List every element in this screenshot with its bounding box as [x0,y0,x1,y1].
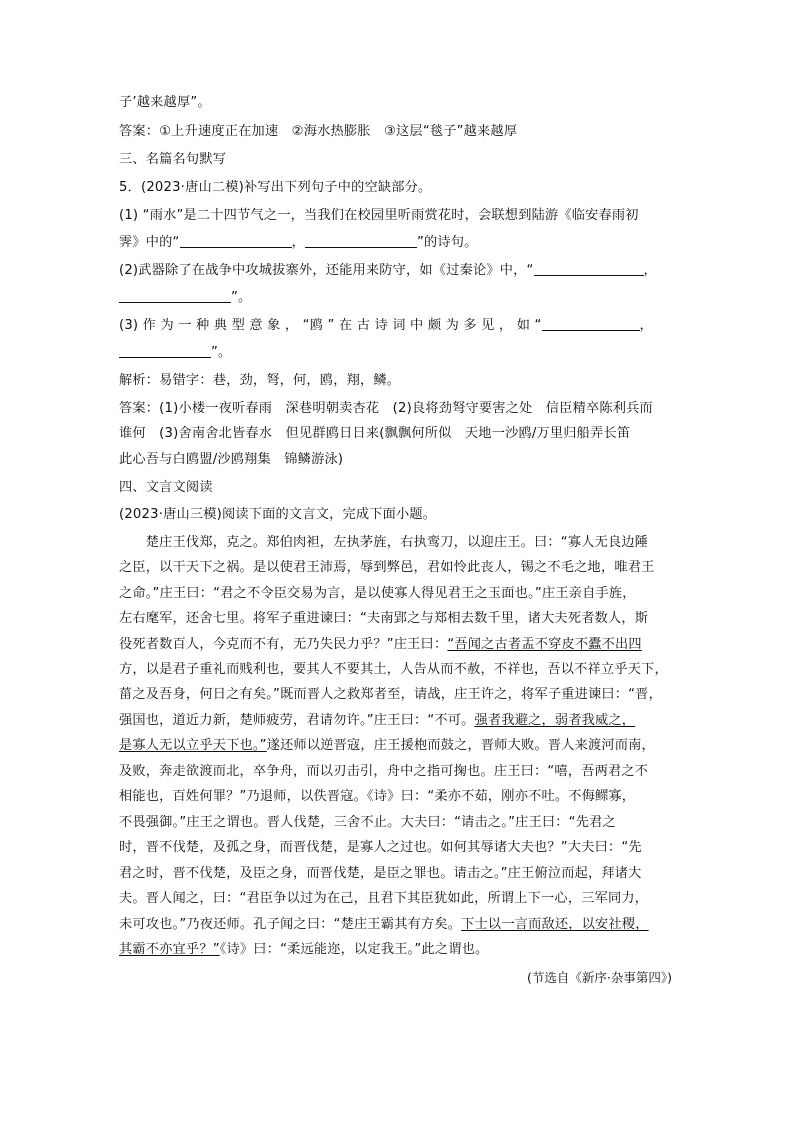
text-segment: ， [643,263,657,278]
passage-line [119,738,655,754]
passage-line: 之臣，以干天下之祸。是以使君王沛焉，辱到弊邑，君如怜此丧人，锡之不毛之地，唯君王 [119,560,655,575]
underlined-sentence: 强者我避之，弱者我威之， [474,713,636,728]
analysis-line: 解析：易错字：巷，劲，弩，何，鸥，翔，鳞。 [119,373,401,388]
underlined-sentence: “吾闻之古者盂不穿皮不蠹不出四 [447,637,642,652]
text-segment: 役死者数百人，今克而不有，无乃失民力乎？”庄王曰： [119,637,448,652]
text-segment: ， [639,318,653,333]
passage-line: 楚庄王伐郑，克之。郑伯肉袒，左执茅旌，右执鸾刀，以迎庄王。曰：“寡人无良边陲 [119,535,649,550]
text-segment: ”。 [211,345,232,360]
passage-line [119,942,488,958]
underlined-sentence: 其霸不亦宜乎？” [119,942,220,957]
underlined-sentence: 是寡人无以立乎天下也。” [119,738,267,753]
answer-blank [542,318,640,331]
text-segment: ”的诗句。 [416,235,478,250]
passage-line: 之命。”庄王曰：“君之不令臣交易为言，是以使寡人得见君王之玉面也。”庄王亲自手旌， [119,586,636,601]
passage-line: 相能也，百姓何罪？”乃退师，以佚晋寇。《诗》曰：“柔亦不茹，刚亦不吐。不侮鳏寡， [119,789,636,804]
passage-line: 菑之及吾身，何日之有矣。”既而晋人之救郑者至，请战，庄王许之，将军子重进谏曰：“晋， [119,687,662,702]
text-segment: ”。 [231,290,252,305]
passage-line: 不畏强御。”庄王之谓也。晋人伐楚，三舍不止。大夫曰：“请击之。”庄王曰：“先君之 [119,815,616,830]
underlined-sentence: 下士以一言而敌还，以安社稷， [461,917,649,932]
text-segment: (3) 作 为 一 种 典 型 意 象 ， “鸥 ” 在 古 诗 词 中 颇 为 多 见 ， 如 “ [119,318,542,333]
passage-line: 方，以是君子重礼而贱利也，要其人不要其土，人告从而不赦，不祥也，吾以不祥立乎天下， [119,662,668,677]
question-title: 5．(2023·唐山二模)补写出下列句子中的空缺部分。 [119,180,432,195]
passage-line: 左右麾军，还舍七里。将军子重进谏曰：“夫南郢之与郑相去数千里，诸大夫死者数人，斯 [119,611,649,626]
fill-line [119,263,657,279]
answer-blank [119,345,211,358]
answer-blank [534,263,644,276]
text-segment: (2)武器除了在战争中攻城拔寨外，还能用来防守，如《过秦论》中，“ [119,263,534,278]
passage-line: 及败，奔走欲渡而北，卒争舟，而以刃击引，舟中之指可掬也。庄王曰：“嘻，吾两君之不 [119,764,649,779]
passage-line: 时，晋不伐楚，及孤之身，而晋伐楚，是寡人之过也。如何其辱诸大夫也？”大夫曰：“先 [119,840,642,855]
answer-blank [180,235,292,248]
text-line: 子’越来越厚”。 [119,95,211,110]
fill-line [119,235,478,251]
source-citation: (节选自《新序·杂事第四》) [527,970,672,985]
text-segment: 霁》中的“ [119,235,180,250]
fill-line [119,318,653,334]
section-heading: 三、名篇名句默写 [119,152,227,167]
section-heading: 四、文言文阅读 [119,480,213,495]
fill-line [119,345,231,361]
passage-line [119,637,642,653]
question-title: (2023·唐山三模)阅读下面的文言文，完成下面小题。 [119,507,437,522]
fill-line [119,290,251,306]
answer-line: 谁何 (3)舍南舍北皆春水 但见群鸥日日来(飘飘何所似 天地一沙鸥/万里归船弄长笛 [119,426,631,441]
answer-blank [305,235,417,248]
answer-line: 此心吾与白鸥盟/沙鸥翔集 锦鳞游泳) [119,452,344,467]
text-segment: 《诗》曰：“柔远能迩，以定我王。”此之谓也。 [219,942,489,957]
answer-line: 答案：(1)小楼一夜听春雨 深巷明朝卖杏花 (2)良将劲弩守要害之处 信臣精卒陈利兵而 [119,401,653,416]
passage-line [119,917,649,933]
text-segment: 遂还师以逆晋寇，庄王援枹而鼓之，晋师大败。晋人来渡河而南， [266,738,655,753]
text-line: (1) “雨水”是二十四节气之一，当我们在校园里听雨赏花时，会联想到陆游《临安春雨初 [119,208,639,223]
passage-line: 君之时，晋不伐楚，及臣之身，而晋伐楚，是臣之罪也。请击之。”庄王俯泣而起，拜诸大 [119,866,642,881]
text-segment: 未可攻也。”乃夜还师。孔子闻之曰：“楚庄王霸其有方矣。 [119,917,462,932]
passage-line: 夫。晋人闻之，曰：“君臣争以过为在己，且君下其臣犹如此，所谓上下一心，三军同力， [119,891,649,906]
text-segment: ， [291,235,305,250]
passage-line [119,713,635,729]
answer-blank [119,290,231,303]
answer-line: 答案：①上升速度正在加速 ②海水热膨胀 ③这层“毯子”越来越厚 [119,124,518,139]
text-segment: 强国也，道近力新，楚师疲劳，君请勿许。”庄王曰：“不可。 [119,713,475,728]
